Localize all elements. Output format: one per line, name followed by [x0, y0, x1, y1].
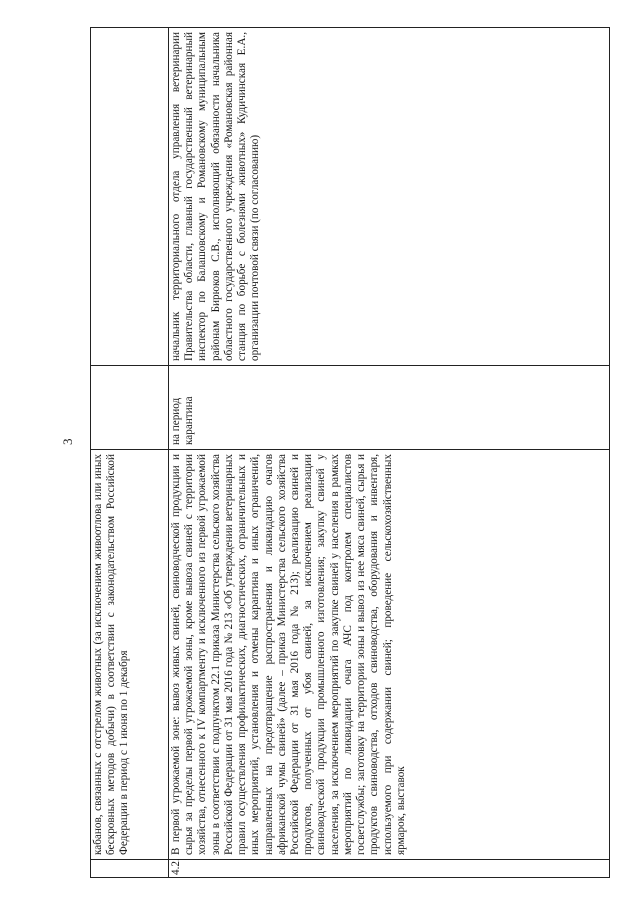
measure-text: кабанов, связанных с отстрелом животных (за исключением живоотлова или иных бескровных методов добычи) в соответствии с законодательством Российской Федерации в период с 1 июня по 1 декабря [91, 450, 169, 860]
item-number: 4.2. [169, 860, 610, 878]
term-text [91, 366, 169, 450]
table-row [169, 28, 610, 878]
measures-table-rotated [90, 28, 610, 878]
page-number: 3 [60, 438, 75, 445]
measure-text: В первой угрожаемой зоне: вывоз живых свиней, свиноводческой продукции и сырья за пределы первой угрожаемой зоны, кроме вывоза свиней с территории хозяйства, отнесенного к IV компартменту и исключенного из первой угрожаемой зоны в соответствии с подпунктом 22.1 приказа Министерства сельского хозяйства Российской Федерации от 31 мая 2016 года № 213 «Об утверждении ветеринарных правил осуществления профилактических, диагностических, ограничительных и иных мероприятий, установления и отмены карантина и иных ограничений, направленных на предотвращение распространения и ликвидацию очагов африканской чумы свиней» (далее – приказ Министерства сельского хозяйства Российской Федерации от 31 мая 2016 года № 213); реализацию свиней и продуктов, полученных от убоя свиней, за исключением реализации свиноводческой продукции промышленного изготовления; закупку свиней у населения, за исключением мероприятий по закупке свиней у населения в рамках мероприятий по ликвидации очага АЧС под контролем специалистов госветслужбы; заготовку на территории зоны и вывоз из нее мяса свиней, сырья и продуктов свиноводства, отходов свиноводства, оборудования и инвентаря, используемого при содержании свиней; проведение сельскохозяйственных ярмарок, выставок [169, 450, 610, 860]
measures-table [90, 27, 610, 878]
responsible-text: начальник территориального отдела управления ветеринарии Правительства области, главный государственный ветеринарный инспектор по Балашовскому и Романовскому муниципальным районам Бирюков С.В., исполняющий обязанности начальника областного государственного учреждения «Романовская районная станция по борьбе с болезнями животных» Кудичинская Е.А., организации почтовой связи (по согласованию) [169, 28, 610, 366]
item-number [91, 860, 169, 878]
term-text: на период карантина [169, 366, 610, 450]
responsible-text [91, 28, 169, 366]
table-row [91, 28, 169, 878]
